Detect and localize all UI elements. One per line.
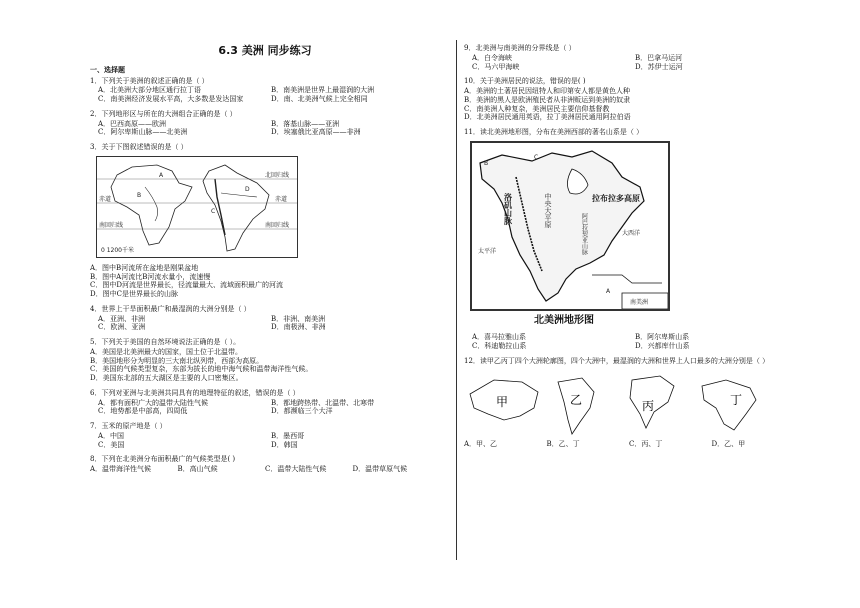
question-7-options	[98, 432, 440, 450]
option-a[interactable]: A．中国	[98, 431, 125, 440]
option-a[interactable]: A．图中B河流所在盆地是刚果盆地	[90, 263, 199, 272]
option-b[interactable]: B．高山气候	[177, 465, 218, 473]
option-d[interactable]: D．都濒临三个大洋	[271, 407, 333, 416]
na-map-caption: 北美洲地形图	[534, 314, 594, 326]
question-8-options	[90, 465, 440, 474]
option-a[interactable]: A．白令海峡	[472, 53, 513, 62]
question-9-options	[472, 54, 794, 72]
question-10: 10．关于美洲居民的说法，错误的是( )	[464, 77, 586, 86]
question-10-options	[464, 87, 794, 122]
option-c[interactable]: C．阿尔卑斯山脉——北美洲	[98, 128, 188, 137]
question-8: 8．下列在北美洲分布面积最广的气候类型是( )	[90, 455, 236, 464]
question-6-options	[98, 399, 440, 417]
question-2: 2．下列地形区与所在的大洲组合正确的是（ ）	[90, 109, 237, 118]
appalachian-label: 阿巴拉契亚山脉	[580, 212, 588, 255]
map-point-b: B	[137, 191, 142, 199]
option-d[interactable]: D．韩国	[271, 440, 298, 449]
map-point-a: A	[159, 171, 164, 179]
central-plain-label: 中央大平原	[544, 192, 552, 228]
south-tropic-label-left: 南回归线	[99, 221, 124, 229]
section-heading: 一、选择题	[90, 64, 125, 74]
option-b[interactable]: B．非洲、南美洲	[271, 314, 326, 323]
option-c[interactable]: C．南美洲人种复杂，美洲居民主要信仰基督教	[464, 104, 610, 113]
equator-label-right: 赤道	[275, 195, 288, 203]
option-c[interactable]: C．图中D河流是世界最长，径流量最大、流域面积最广的河流	[90, 281, 283, 290]
option-d[interactable]: D．埃塞俄比亚高原——非洲	[271, 128, 361, 137]
question-1: 1．下列关于美洲的叙述正确的是（ ）	[90, 76, 209, 85]
question-1-options	[98, 86, 440, 104]
option-c[interactable]: C．美国	[98, 440, 125, 449]
atlantic-label: 大西洋	[622, 229, 641, 237]
south-tropic-label-right: 南回归线	[265, 221, 290, 229]
scale-label: 0 1200千米	[101, 246, 134, 254]
continent-jia: 甲	[496, 394, 509, 409]
question-3-options	[90, 264, 440, 299]
option-b[interactable]: B．都地跨热带、北温带、北寒带	[271, 398, 375, 407]
option-b[interactable]: B．美洲的黑人是欧洲殖民者从非洲贩运到美洲的奴隶	[464, 95, 631, 104]
map-point-b: B	[484, 159, 489, 167]
left-column	[90, 44, 440, 480]
labrador-label: 拉布拉多高原	[592, 193, 640, 203]
question-5-options	[90, 348, 440, 383]
option-d[interactable]: D．美国东北部的五大湖区是主要的人口密集区。	[90, 374, 243, 382]
continents-svg	[464, 372, 784, 436]
option-a[interactable]: A．甲、乙	[464, 440, 498, 449]
africa-samerica-map	[96, 156, 298, 258]
option-c[interactable]: C．温带大陆性气候	[265, 465, 327, 473]
continent-yi: 乙	[570, 392, 583, 407]
rocky-mountains-label: 洛矶山脉	[503, 192, 513, 225]
question-3: 3．关于下图叙述错误的是（ ）	[90, 143, 188, 151]
question-11-options	[472, 333, 794, 351]
option-b[interactable]: B．乙、丁	[546, 440, 580, 449]
option-c[interactable]: C．地势都是中部高，四周低	[98, 407, 188, 416]
map-svg	[97, 157, 297, 257]
option-c[interactable]: C．丙、丁	[629, 440, 663, 449]
page-title: 6.3 美洲 同步练习	[218, 44, 312, 57]
na-map-svg	[472, 143, 668, 309]
option-c[interactable]: C．欧洲、亚洲	[98, 323, 146, 332]
question-2-options	[98, 120, 440, 138]
south-america-label: 南美洲	[630, 298, 649, 306]
option-a[interactable]: A．美国是北美洲最大的国家，国土位于北温带。	[90, 347, 243, 356]
question-11: 11．读北美洲地形图，分布在美洲西部的著名山系是（ ）	[464, 128, 644, 136]
option-b[interactable]: B．图中A河流比B河流水量小，流速慢	[90, 272, 211, 281]
option-c[interactable]: C．南美洲经济发展水平高，大多数是发达国家	[98, 95, 244, 103]
option-b[interactable]: B．巴拿马运河	[635, 53, 683, 62]
map-point-a: A	[606, 287, 611, 295]
option-a[interactable]: A．温带海洋性气候	[90, 465, 152, 473]
option-d[interactable]: D．苏伊士运河	[635, 62, 683, 71]
continent-ding: 丁	[730, 392, 743, 407]
continent-outlines	[464, 372, 794, 439]
option-d[interactable]: D．南、北美洲气候上完全相同	[271, 95, 368, 103]
option-b[interactable]: B．落基山脉——亚洲	[271, 119, 340, 128]
north-tropic-label: 北回归线	[265, 171, 290, 179]
option-a[interactable]: A．都有面积广大的温带大陆性气候	[98, 398, 209, 407]
question-12: 12．读甲乙丙丁四个大洲轮廓图，四个大洲中，最湿润的大洲和世界上人口最多的大洲分别是（ ）	[464, 356, 770, 365]
option-a[interactable]: A．亚洲、非洲	[98, 314, 146, 323]
equator-label-left: 赤道	[99, 195, 112, 203]
option-b[interactable]: B．阿尔卑斯山系	[635, 333, 690, 342]
option-b[interactable]: B．南美洲是世界上最湿润的大洲	[271, 86, 375, 95]
column-divider	[456, 40, 457, 560]
option-d[interactable]: D．兴都库什山系	[635, 342, 690, 350]
option-c[interactable]: C．科迪勒拉山系	[472, 342, 527, 350]
right-column	[464, 44, 794, 455]
option-c[interactable]: C．马六甲海峡	[472, 62, 520, 71]
map-point-c: C	[534, 153, 539, 161]
option-d[interactable]: D．乙、甲	[711, 440, 746, 449]
question-12-options	[464, 440, 794, 449]
question-5: 5．下列关于美国的自然环境说法正确的是（ ）。	[90, 338, 241, 346]
option-a[interactable]: A．美洲的土著居民因纽特人和印第安人都是黄色人种	[464, 87, 631, 95]
option-a[interactable]: A．喜马拉雅山系	[472, 333, 527, 342]
question-4: 4．世界上干旱面积最广和最湿润的大洲分别是（ ）	[90, 304, 251, 313]
option-d[interactable]: D．图中C是世界最长的山脉	[90, 290, 178, 298]
continent-bing: 丙	[642, 398, 655, 413]
option-a[interactable]: A．北美洲大部分地区通行拉丁语	[98, 86, 202, 95]
option-c[interactable]: C．美国的气候类型复杂，东部为拔长的地中海气候和温带海洋性气候。	[90, 365, 313, 374]
option-a[interactable]: A．巴西高原——欧洲	[98, 119, 167, 128]
option-d[interactable]: D．北美洲居民通用英语，拉丁美洲居民通用阿拉伯语	[464, 113, 631, 122]
option-b[interactable]: B．墨西哥	[271, 431, 305, 440]
question-6: 6．下列对亚洲与北美洲共同具有的地理特征的叙述，错误的是（ ）	[90, 388, 300, 397]
option-d[interactable]: D．南极洲、非洲	[271, 323, 326, 332]
question-7: 7．玉米的原产地是（ ）	[90, 422, 167, 430]
map-point-c: C	[211, 207, 216, 215]
option-b[interactable]: B．美国地形分为明显的三大南北纵列带，西部为高原。	[90, 356, 264, 365]
map-point-d: D	[245, 185, 250, 193]
option-d[interactable]: D．温带草原气候	[352, 465, 408, 473]
question-4-options	[98, 315, 440, 333]
pacific-label: 太平洋	[478, 247, 497, 255]
north-america-map	[470, 141, 670, 311]
question-9: 9．北美洲与南美洲的分界线是（ ）	[464, 44, 576, 52]
